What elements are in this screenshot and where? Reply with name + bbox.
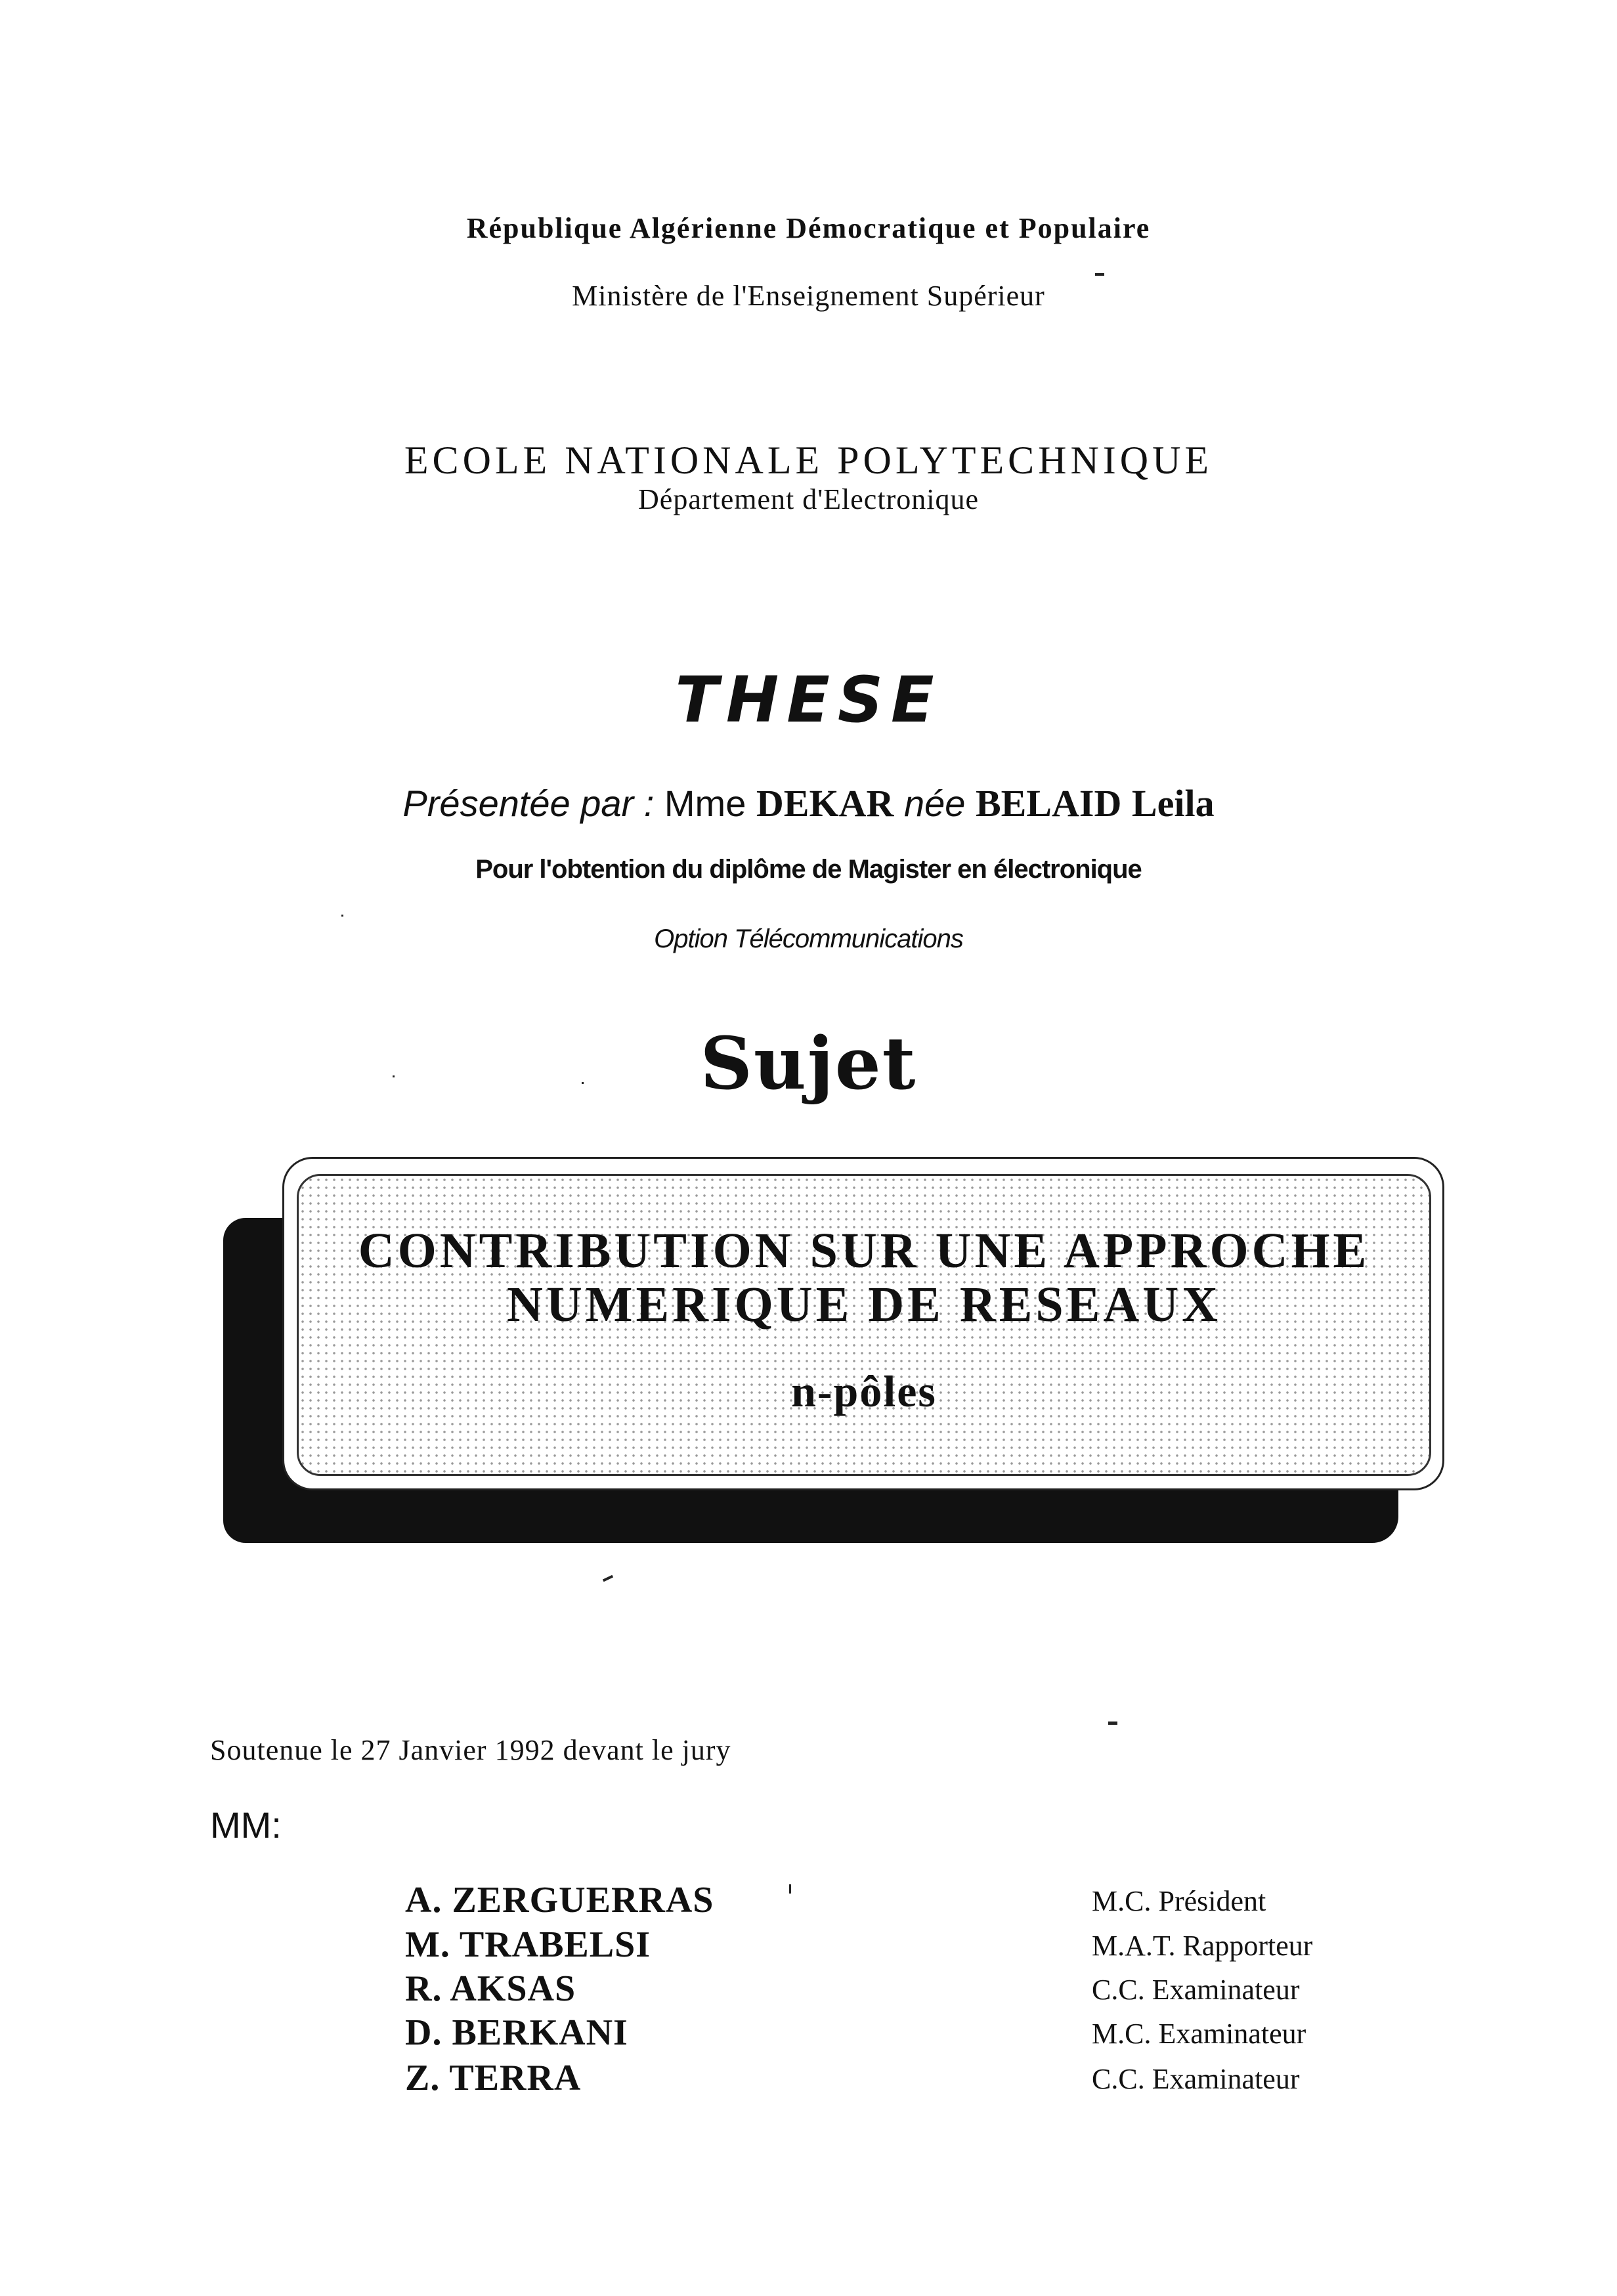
subject-label: Sujet [700,1021,917,1106]
defense-date-line: Soutenue le 27 Janvier 1992 devant le jury [210,1734,731,1766]
scan-speck [1095,273,1104,276]
degree-purpose: Pour l'obtention du diplôme de Magister en électronique [475,855,1142,884]
presenter-title: Mme [664,783,746,824]
presented-by-label: Présentée par : [402,783,655,824]
republic-heading: République Algérienne Démocratique et Populaire [466,212,1151,244]
scan-speck [582,1082,584,1084]
degree-option: Option Télécommunications [654,924,963,953]
scan-speck [789,1884,791,1894]
subject-title-line-1: CONTRIBUTION SUR UNE APPROCHE [358,1223,1370,1278]
presenter-line [0,781,1617,825]
jury-member-name: D. BERKANI [405,2012,628,2053]
jury-member-name: R. AKSAS [405,1968,576,2009]
jury-member-role: M.A.T. Rapporteur [1092,1930,1313,1962]
scan-speck [341,915,343,917]
ministry-heading: Ministère de l'Enseignement Supérieur [572,280,1045,312]
jury-member-role: C.C. Examinateur [1092,2063,1300,2095]
scan-speck [393,1075,395,1077]
presenter-first-name: Leila [1131,782,1215,825]
presenter-surname: DEKAR [756,782,894,825]
jury-member-role: M.C. Président [1092,1885,1266,1917]
subject-title-line-3: n-pôles [791,1366,937,1416]
subject-title-line-2: NUMERIQUE DE RESEAUX [506,1277,1222,1332]
jury-member-role: M.C. Examinateur [1092,2018,1306,2050]
presenter-maiden-name: BELAID [975,782,1122,825]
jury-member-name: A. ZERGUERRAS [405,1880,714,1920]
jury-member-name: Z. TERRA [405,2058,582,2098]
school-name: ECOLE NATIONALE POLYTECHNIQUE [404,439,1213,482]
scan-speck [1108,1722,1117,1725]
jury-label: MM: [210,1804,282,1846]
jury-member-name: M. TRABELSI [405,1924,651,1965]
presenter-nee: née [903,783,966,824]
jury-member-role: C.C. Examinateur [1092,1974,1300,2006]
document-type-title: THESE [675,663,942,737]
scan-speck [603,1575,613,1582]
department-name: Département d'Electronique [638,483,979,515]
